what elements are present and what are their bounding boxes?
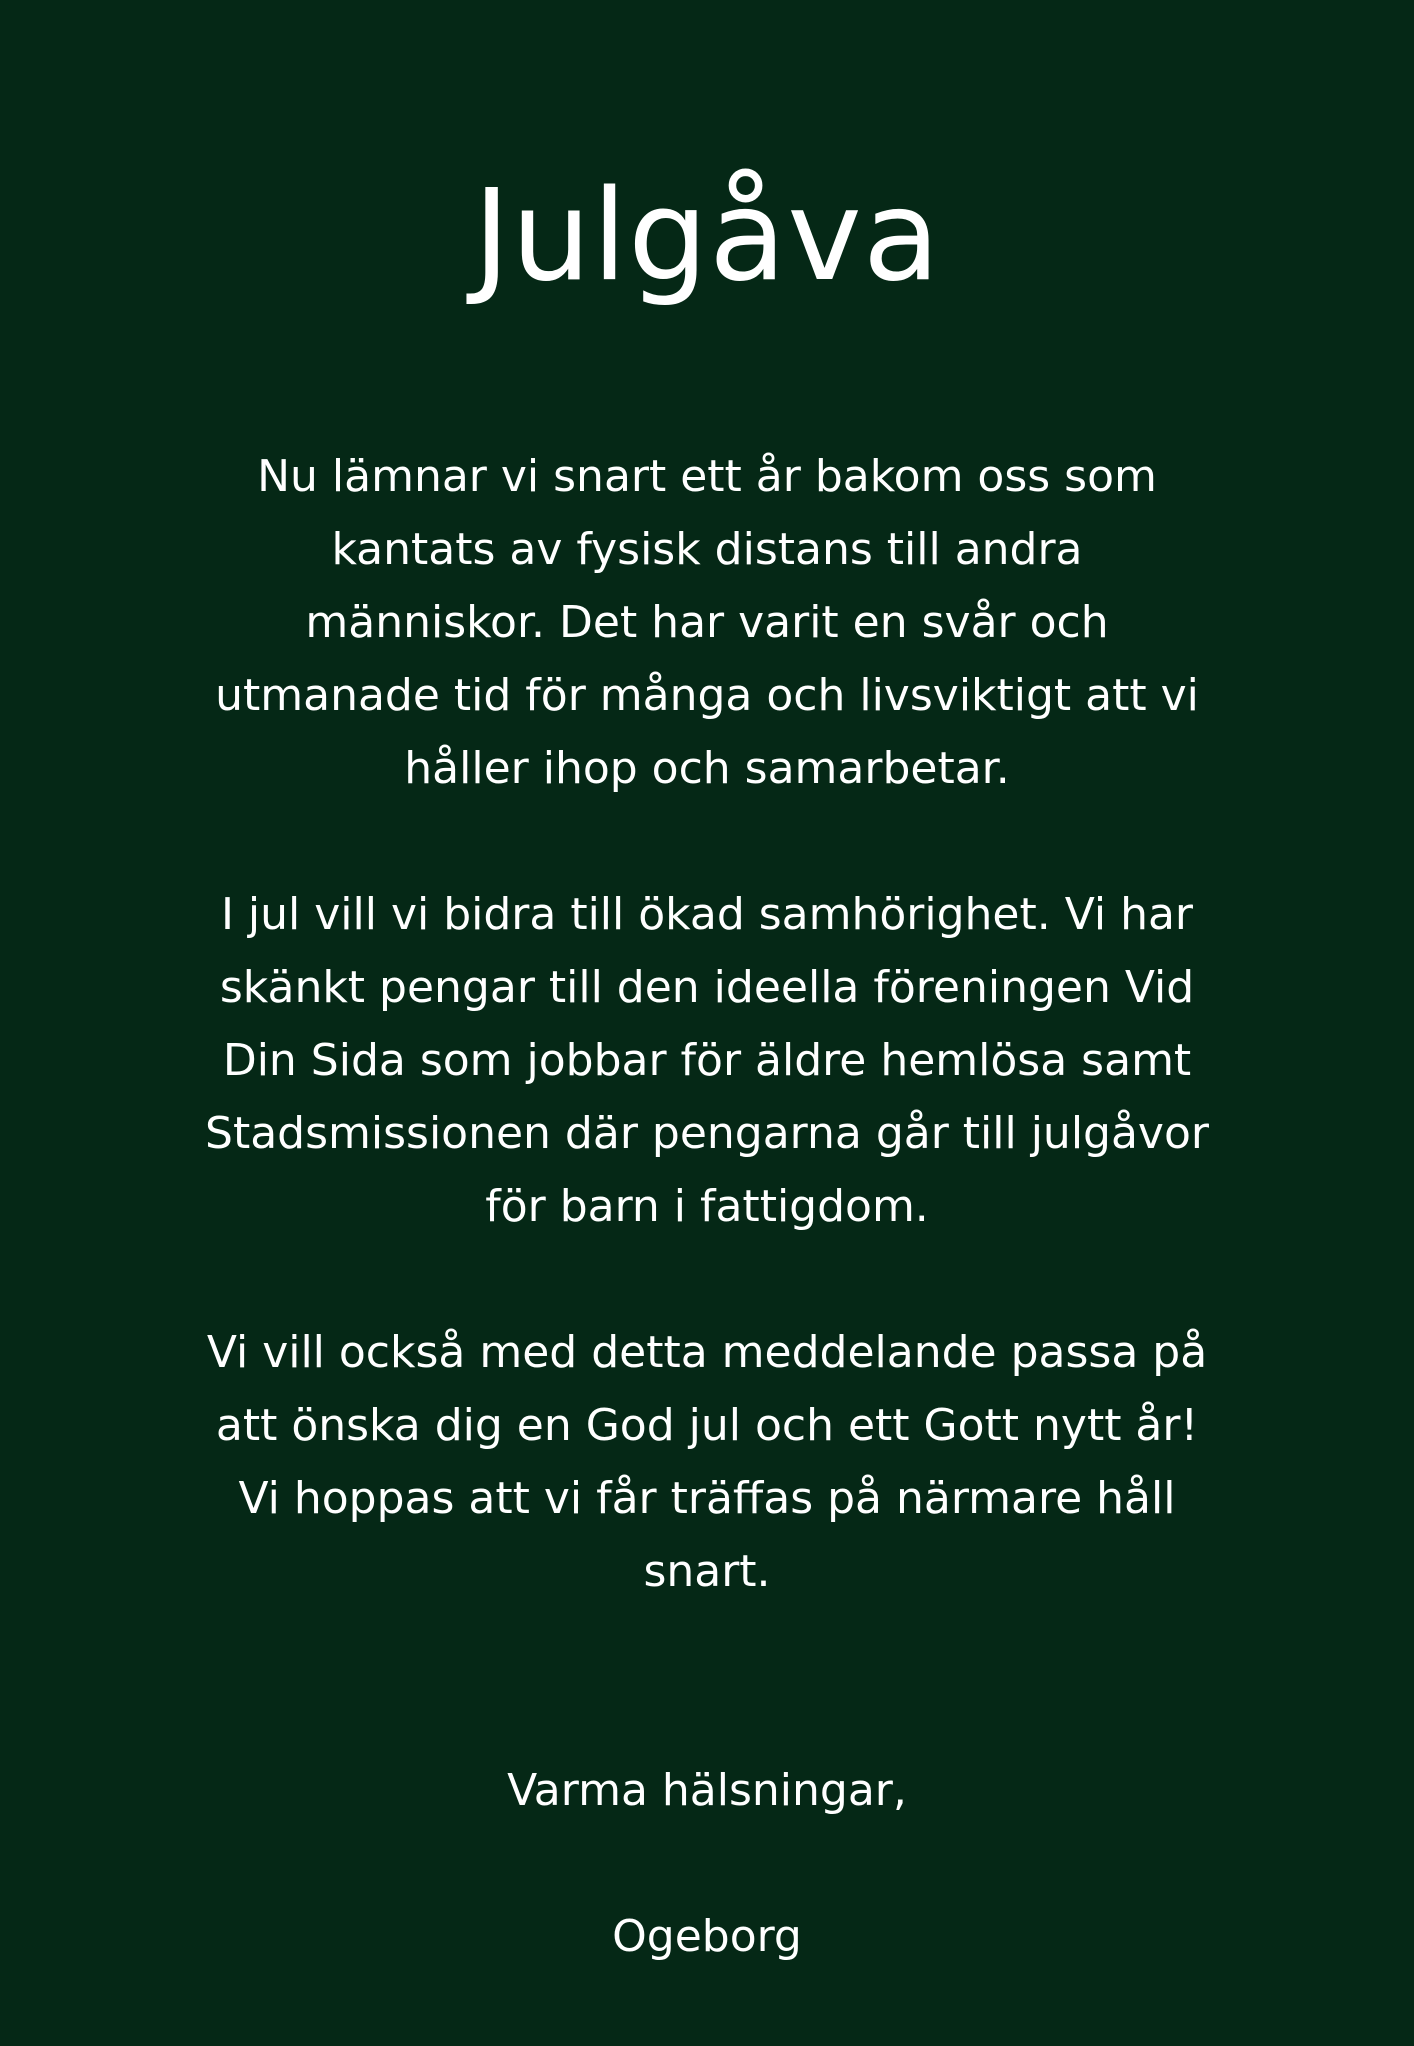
message-paragraph: Nu lämnar vi snart ett år bakom oss som kantats av fysisk distans till andra människor. Det har varit en svår och utmanade tid för många och livsviktigt att vi håller ihop och samarbetar.: [215, 451, 1199, 794]
card-message: [137, 440, 1277, 2046]
message-paragraph: Vi vill också med detta meddelande passa på att önska dig en God jul och ett Gott nytt år! Vi hoppas att vi får träffas på närmare håll snart.: [206, 1327, 1208, 1597]
message-paragraph: I jul vill vi bidra till ökad samhörighet. Vi har skänkt pengar till den ideella föreningen Vid Din Sida som jobbar för äldre hemlösa samt Stadsmissionen där pengarna går till julgåvor för barn i fattigdom.: [205, 889, 1209, 1232]
card-title: Julgåva: [473, 162, 941, 309]
greeting-text: Varma hälsningar,: [507, 1765, 907, 1816]
signature-text: Ogeborg: [612, 1911, 802, 1962]
signoff: [137, 1681, 1277, 2046]
